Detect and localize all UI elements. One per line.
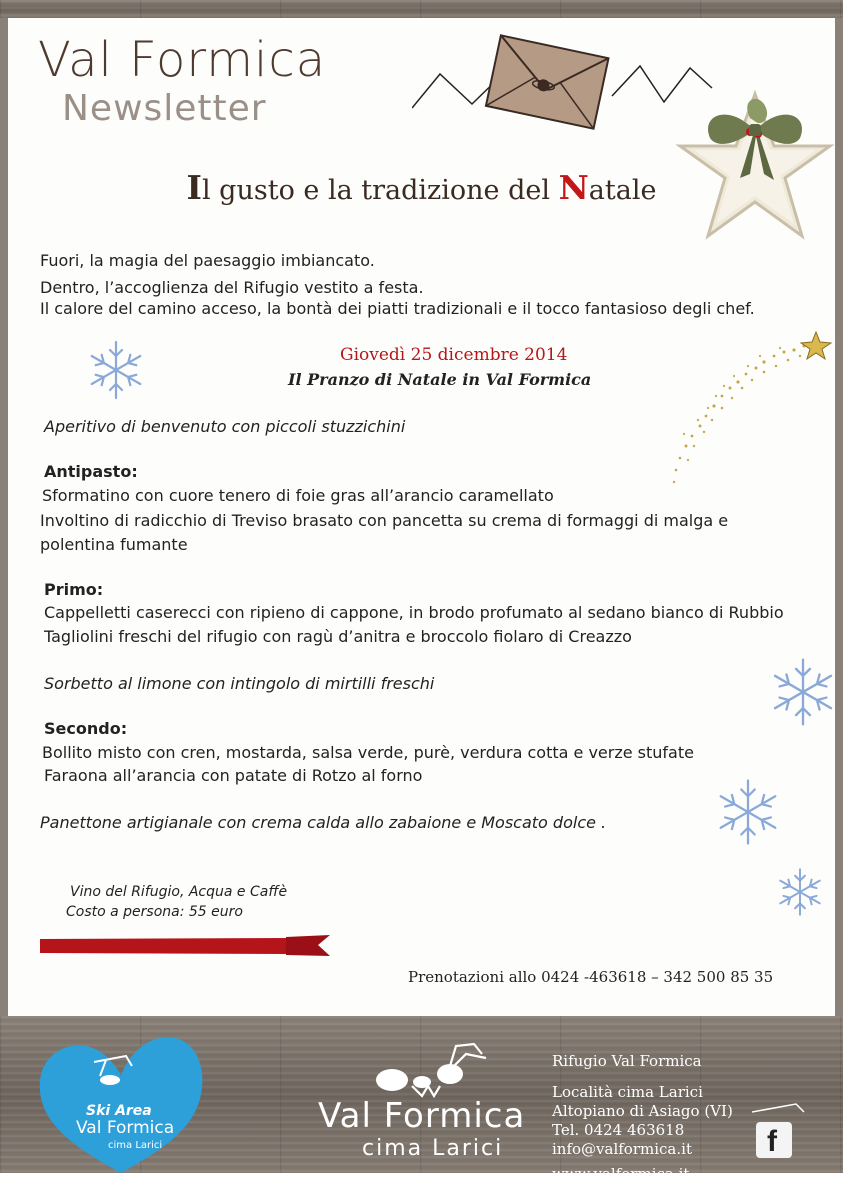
location: Località cima Larici (552, 1083, 703, 1101)
contact-info (552, 1052, 733, 1184)
menu-dolce: Panettone artigianale con crema calda allo zabaione e Moscato dolce . (40, 813, 607, 832)
email-link[interactable]: info@valformica.it (552, 1140, 692, 1158)
antipasto-heading: Antipasto: (44, 462, 138, 481)
headline-initial-n: N (558, 168, 589, 207)
secondo-item-1: Bollito misto con cren, mostarda, salsa verde, purè, verdura cotta e verze stufate (42, 743, 694, 762)
secondo-item-2: Faraona all’arancia con patate di Rotzo al forno (44, 766, 423, 785)
website-link[interactable]: www.valformica.it (552, 1165, 690, 1183)
intro-line-2: Dentro, l’accoglienza del Rifugio vestito a festa. (40, 278, 424, 297)
red-ribbon-decoration (40, 935, 330, 957)
shooting-star-icon (664, 326, 836, 490)
headline-text-2: atale (588, 175, 657, 206)
heart-line-2: Val Formica (76, 1118, 175, 1138)
antipasto-item-1: Sformatino con cuore tenero di foie gras all’arancio caramellato (42, 486, 554, 505)
envelope-icon (482, 28, 612, 138)
snowflake-icon (766, 655, 840, 729)
newsletter-headline (0, 168, 843, 207)
intro-line-1: Fuori, la magia del paesaggio imbiancato. (40, 251, 375, 270)
antipasto-item-2: Involtino di radicchio di Treviso brasato con pancetta su crema di formaggi di malga e (40, 511, 729, 530)
snowflake-icon (84, 338, 148, 402)
newsletter-logo-title: Val Formica (38, 32, 327, 88)
drinks-included: Vino del Rifugio, Acqua e Caffè (70, 884, 288, 900)
wood-header-strip (0, 0, 843, 18)
heart-line-1: Ski Area (86, 1103, 152, 1119)
primo-heading: Primo: (44, 580, 104, 599)
headline-text-1: l gusto e la tradizione del (201, 175, 559, 206)
rifugio-name: Rifugio Val Formica (552, 1052, 702, 1070)
ant-logo-icon (370, 1040, 490, 1100)
snowflake-icon (712, 776, 784, 848)
region: Altopiano di Asiago (VI) (552, 1102, 733, 1120)
booking-phone: Prenotazioni allo 0424 -463618 – 342 500 85 35 (408, 968, 774, 986)
event-date: Giovedì 25 dicembre 2014 (340, 345, 568, 365)
event-title: Il Pranzo di Natale in Val Formica (288, 370, 592, 389)
facebook-letter: f (767, 1125, 777, 1158)
primo-item-1: Cappelletti caserecci con ripieno di cappone, in brodo profumato al sedano bianco di Rubbio (44, 603, 784, 622)
secondo-heading: Secondo: (44, 719, 128, 738)
intro-line-3: Il calore del camino acceso, la bontà dei piatti tradizionali e il tocco fantasioso degli chef. (40, 299, 755, 318)
headline-initial-i: I (186, 168, 202, 207)
heart-line-3: cima Larici (108, 1140, 163, 1151)
menu-aperitivo: Aperitivo di benvenuto con piccoli stuzzichini (44, 417, 406, 436)
telephone: Tel. 0424 463618 (552, 1121, 685, 1139)
menu-sorbetto: Sorbetto al limone con intingolo di mirtilli freschi (44, 674, 435, 693)
primo-item-2: Tagliolini freschi del rifugio con ragù d’anitra e broccolo fiolaro di Creazzo (44, 627, 632, 646)
price-per-person: Costo a persona: 55 euro (66, 904, 243, 920)
footer-logo-title: Val Formica (318, 1096, 526, 1136)
snowflake-icon (774, 866, 826, 918)
newsletter-logo-subtitle: Newsletter (62, 88, 267, 129)
ski-area-heart-logo (36, 1028, 206, 1173)
footer-logo-subtitle: cima Larici (362, 1136, 504, 1161)
antipasto-item-2-cont: polentina fumante (40, 535, 188, 554)
facebook-icon[interactable] (756, 1122, 792, 1158)
